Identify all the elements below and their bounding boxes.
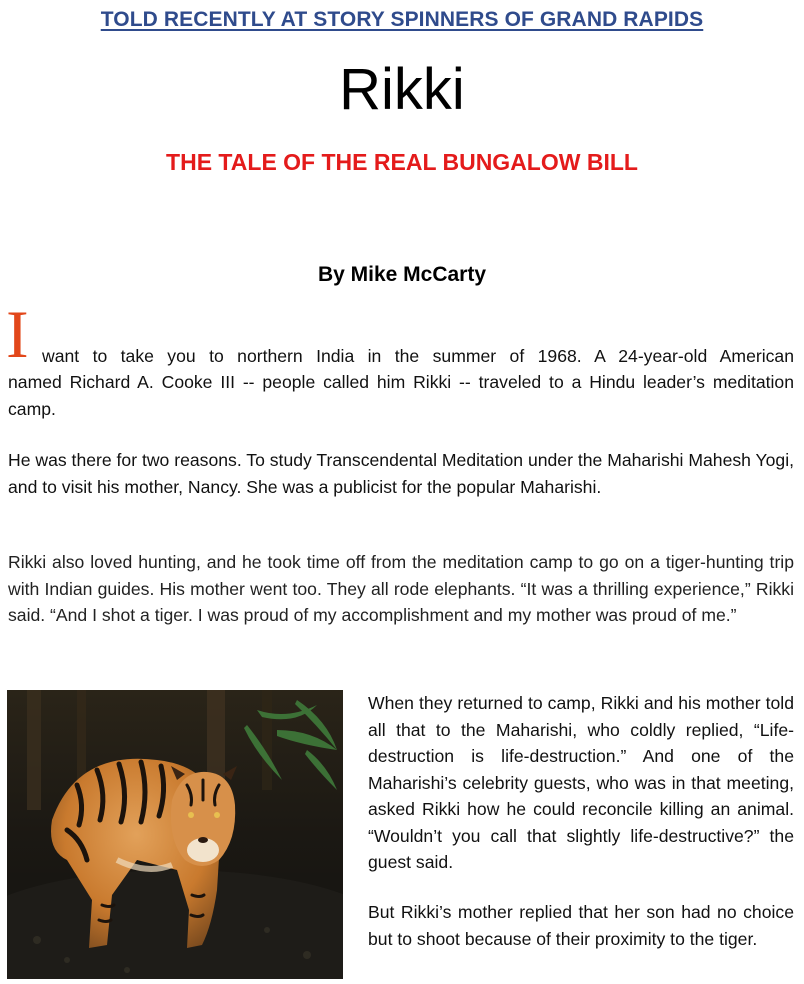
article-subtitle: THE TALE OF THE REAL BUNGALOW BILL	[166, 149, 638, 175]
paragraph-1-first-line: want to take you to northern India in the summer of 1968. A 24-year-old American	[42, 346, 794, 366]
drop-cap: I	[6, 296, 29, 372]
paragraph-5: But Rikki’s mother replied that her son had no choice but to shoot because of their proximity to the tiger.	[368, 902, 794, 949]
paragraph-2: He was there for two reasons. To study Transcendental Meditation under the Maharishi Mahesh Yogi, and to visit his mother, Nancy. She was a publicist for the popular Maharishi.	[8, 450, 794, 497]
paragraph-4: When they returned to camp, Rikki and his mother told all that to the Maharishi, who coldly replied, “Life-destruction is life-destruction.” And one of the Maharishi’s celebrity guests, who was in that meeting, asked Rikki how he could reconcile killing an animal. “Wouldn’t you call that slightly life-destructive?” the guest said.	[368, 693, 794, 872]
tiger-photo	[7, 690, 343, 979]
byline: By Mike McCarty	[317, 263, 487, 286]
article-title: Rikki	[339, 57, 465, 122]
paragraph-1-rest: named Richard A. Cooke III -- people called him Rikki -- traveled to a Hindu leader’s meditation camp.	[8, 372, 794, 419]
paragraph-3: Rikki also loved hunting, and he took time off from the meditation camp to go on a tiger-hunting trip with Indian guides. His mother went too. They all rode elephants. “It was a thrilling experience,” Rikki said. “And I shot a tiger. I was proud of my accomplishment and my mother was proud of me.”	[8, 552, 794, 625]
kicker-headline: TOLD RECENTLY AT STORY SPINNERS OF GRAND RAPIDS	[100, 8, 704, 31]
